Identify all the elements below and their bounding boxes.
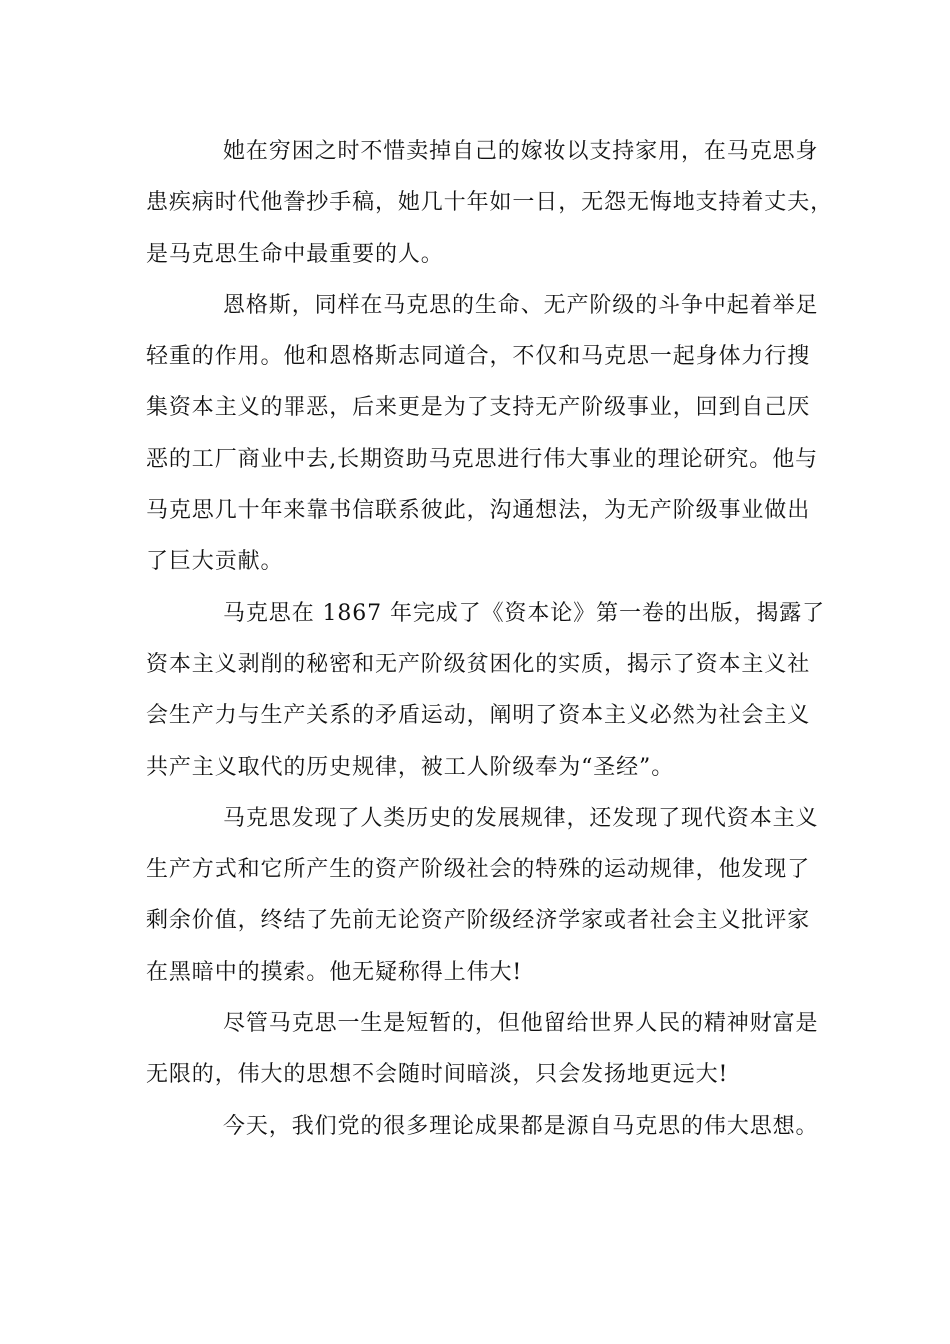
paragraph-line: 马克思在 1867 年完成了《资本论》第一卷的出版，揭露了 [223,600,826,626]
paragraph-line: 患疾病时代他誊抄手稿，她几十年如一日，无怨无悔地支持着丈夫， [146,190,834,216]
paragraph-6 [146,1101,819,1152]
paragraph-5 [146,998,819,1101]
paragraph-line: 生产方式和它所产生的资产阶级社会的特殊的运动规律，他发现了 [146,857,811,883]
paragraph-line: 无限的，伟大的思想不会随时间暗淡，只会发扬地更远大! [146,1062,729,1088]
paragraph-line: 恩格斯，同样在马克思的生命、无产阶级的斗争中起着举足 [223,292,819,318]
paragraph-line: 共产主义取代的历史规律，被工人阶级奉为“圣经”。 [146,754,675,780]
paragraph-line: 是马克思生命中最重要的人。 [146,241,444,267]
paragraph-line: 尽管马克思一生是短暂的，但他留给世界人民的精神财富是 [223,1011,819,1037]
paragraph-line: 集资本主义的罪恶，后来更是为了支持无产阶级事业，回到自己厌 [146,395,811,421]
paragraph-line: 恶的工厂商业中去,长期资助马克思进行伟大事业的理论研究。他与 [146,446,818,472]
paragraph-4 [146,793,819,998]
paragraph-line: 马克思发现了人类历史的发展规律，还发现了现代资本主义 [223,805,819,831]
paragraph-line: 会生产力与生产关系的矛盾运动，阐明了资本主义必然为社会主义 [146,703,811,729]
paragraph-1 [146,126,834,280]
paragraph-line: 剩余价值，终结了先前无论资产阶级经济学家或者社会主义批评家 [146,908,811,934]
paragraph-line: 轻重的作用。他和恩格斯志同道合，不仅和马克思一起身体力行搜 [146,344,811,370]
paragraph-line: 在黑暗中的摸索。他无疑称得上伟大! [146,959,523,985]
paragraph-line: 今天，我们党的很多理论成果都是源自马克思的伟大思想。 [223,1113,819,1139]
paragraph-3 [146,588,826,793]
paragraph-2 [146,280,819,588]
paragraph-line: 她在穷困之时不惜卖掉自己的嫁妆以支持家用，在马克思身 [223,139,819,164]
paragraph-line: 马克思几十年来靠书信联系彼此，沟通想法，为无产阶级事业做出 [146,498,811,524]
paragraph-line: 了巨大贡献。 [146,549,284,575]
paragraph-line: 资本主义剥削的秘密和无产阶级贫困化的实质，揭示了资本主义社 [146,651,811,677]
document-body [146,126,834,1152]
